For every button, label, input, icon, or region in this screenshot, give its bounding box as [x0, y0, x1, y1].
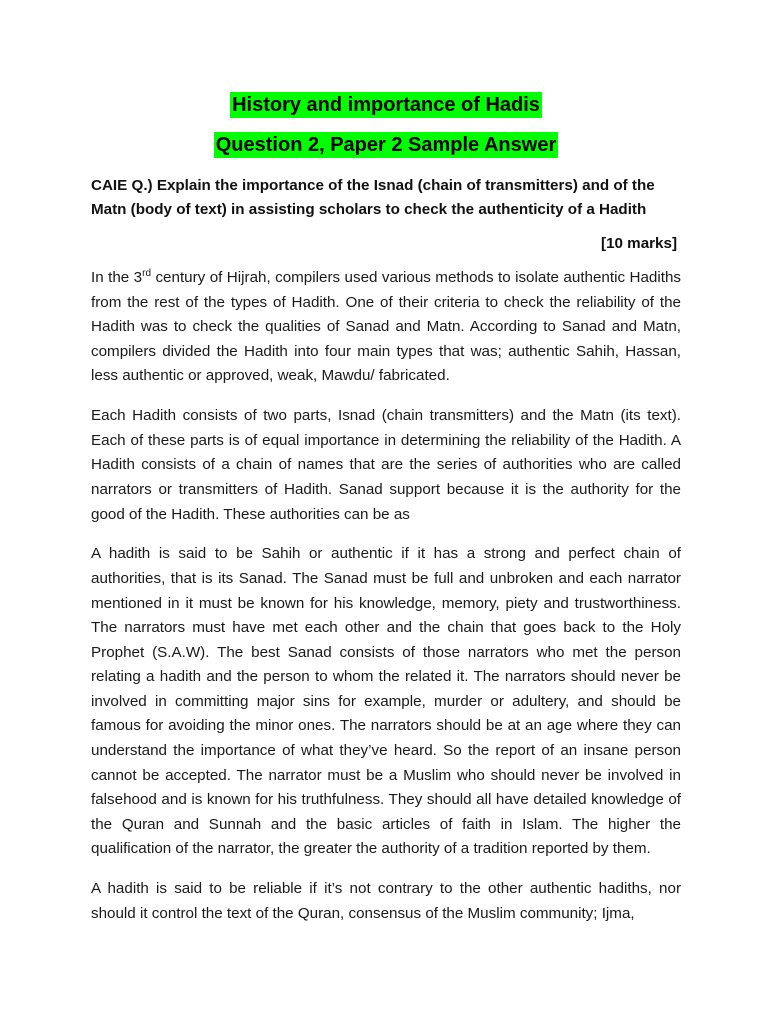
exam-question: CAIE Q.) Explain the importance of the Isnad (chain of transmitters) and of the Matn (body of text) in assisting scholars to check the authenticity of a Hadith [91, 177, 655, 218]
paragraph-1-rest: century of Hijrah, compilers used various methods to isolate authentic Hadiths from the rest of the types of Hadith. One of their criteria to check the reliability of the Hadith was to check the qualities of Sanad and Matn. According to Sanad and Matn, compilers divided the Hadith into four main types that was; authentic Sahih, Hassan, less authentic or approved, weak, Mawdu/ fabricated. [91, 269, 681, 385]
subtitle-block [91, 118, 681, 158]
paragraph-1-lead: In the 3 [91, 269, 143, 286]
document-title: History and importance of Hadis [232, 94, 540, 116]
paragraph-2: Each Hadith consists of two parts, Isnad (chain transmitters) and the Matn (its text). Each of these parts is of equal importance in determining the reliability of the Hadith. A Hadith consists of a chain of names that are the series of authorities who are called narrators or transmitters of Hadith. Sanad support because it is the authority for the good of the Hadith. These authorities can be as [91, 407, 681, 523]
marks-label: [10 marks] [601, 235, 677, 252]
paragraph-3: A hadith is said to be Sahih or authentic if it has a strong and perfect chain of authorities, that is its Sanad. The Sanad must be full and unbroken and each narrator mentioned in it must be known for his knowledge, memory, piety and trustworthiness. The narrators must have met each other and the chain that goes back to the Holy Prophet (S.A.W). The best Sanad consists of those narrators who met the person relating a hadith and the person to whom the related it. The narrators should never be involved in committing major sins for example, murder or adultery, and should be famous for avoiding the minor ones. The narrators should be at an age where they can understand the importance of what they’ve heard. So the report of an insane person cannot be accepted. The narrator must be a Muslim who should never be involved in falsehood and is known for his truthfulness. They should all have detailed knowledge of the Quran and Sunnah and the basic articles of faith in Islam. The higher the qualification of the narrator, the greater the authority of a tradition reported by them. [91, 545, 681, 858]
title-block [91, 90, 681, 118]
paragraph-4: A hadith is said to be reliable if it’s not contrary to the other authentic hadiths, nor should it control the text of the Quran, consensus of the Muslim community; Ijma, [91, 880, 681, 922]
document-body [91, 90, 681, 942]
ordinal-superscript: rd [142, 267, 152, 279]
document-subtitle: Question 2, Paper 2 Sample Answer [215, 134, 557, 156]
paragraph-1 [91, 266, 681, 389]
